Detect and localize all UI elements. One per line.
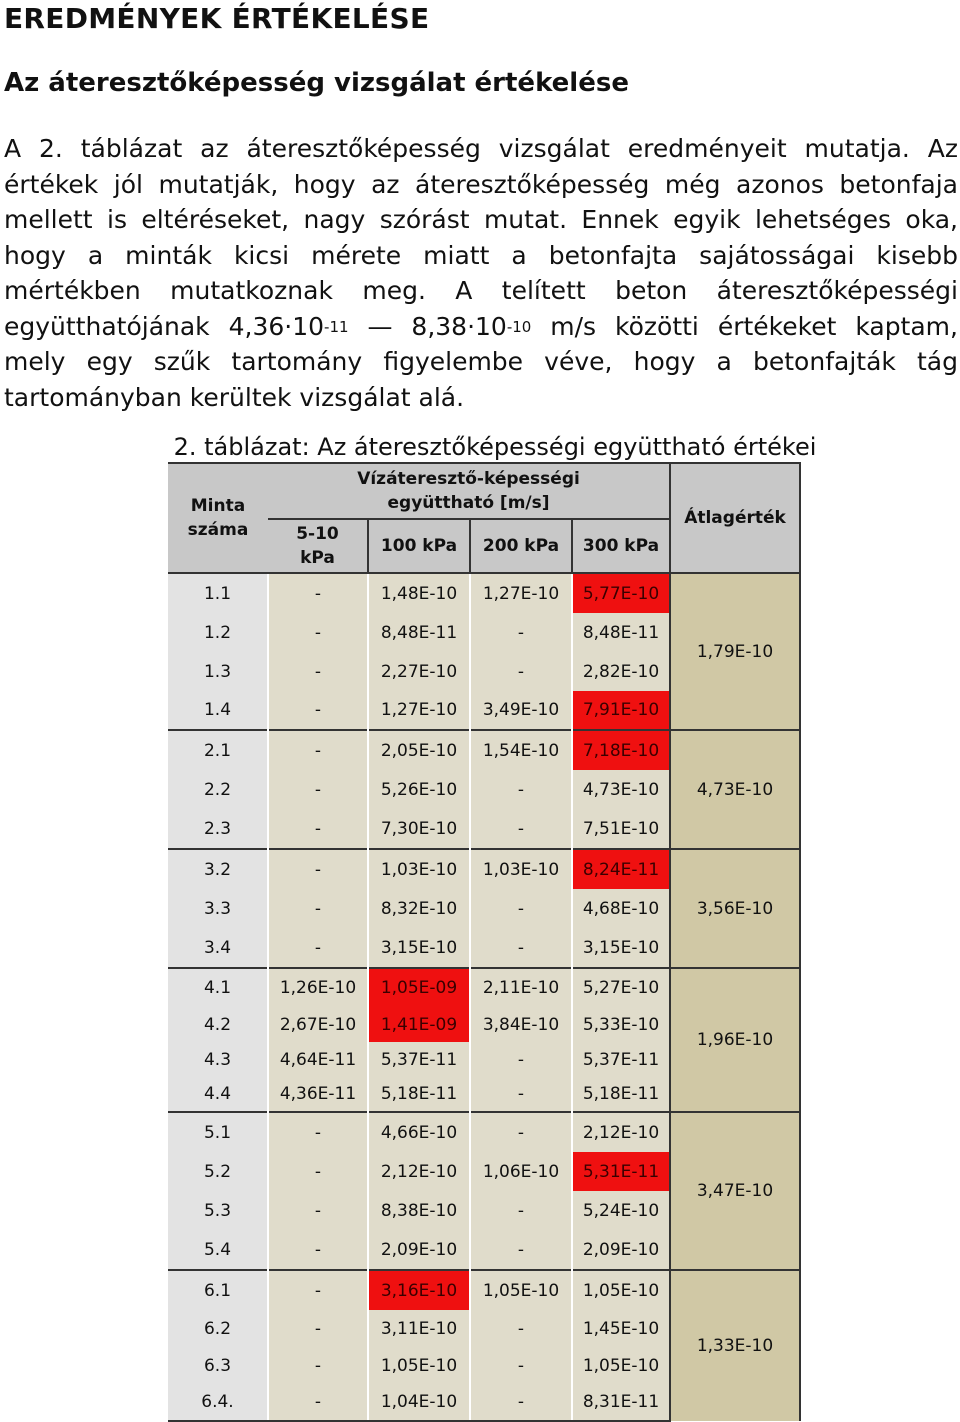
sample-id-cell: 1.4	[168, 691, 268, 730]
value-cell: 4,66E-10	[368, 1112, 470, 1152]
value-cell: 5,18E-11	[368, 1077, 470, 1112]
paragraph-line: tartományban kerültek vizsgálat alá.	[4, 383, 465, 412]
sample-id-cell: 5.3	[168, 1191, 268, 1231]
value-cell: 5,33E-10	[572, 1007, 670, 1042]
value-cell: 4,36E-11	[268, 1077, 368, 1112]
sample-id-cell: 3.4	[168, 928, 268, 968]
value-cell: 4,64E-11	[268, 1042, 368, 1077]
value-cell: 1,05E-10	[470, 1270, 572, 1310]
value-cell: 2,12E-10	[572, 1112, 670, 1152]
value-cell: 5,27E-10	[572, 968, 670, 1007]
sample-id-cell: 3.3	[168, 889, 268, 928]
value-cell: 3,11E-10	[368, 1310, 470, 1347]
value-cell: 1,04E-10	[368, 1384, 470, 1421]
sample-id-cell: 5.1	[168, 1112, 268, 1152]
value-cell: 1,05E-10	[572, 1270, 670, 1310]
value-cell: -	[470, 1231, 572, 1270]
value-cell: 5,26E-10	[368, 770, 470, 809]
value-cell: 3,15E-10	[368, 928, 470, 968]
header-average: Átlagérték	[670, 463, 800, 573]
value-cell-highlighted: 3,16E-10	[368, 1270, 470, 1310]
sample-id-cell: 6.1	[168, 1270, 268, 1310]
value-cell: -	[470, 1112, 572, 1152]
value-cell: -	[268, 1152, 368, 1191]
average-cell: 1,79E-10	[670, 573, 800, 730]
value-cell: -	[268, 1347, 368, 1384]
average-cell: 3,56E-10	[670, 849, 800, 968]
page-heading: EREDMÉNYEK ÉRTÉKELÉSE	[4, 2, 430, 35]
value-cell: -	[470, 1310, 572, 1347]
value-cell: 8,38E-10	[368, 1191, 470, 1231]
value-cell: -	[268, 1191, 368, 1231]
table-caption: 2. táblázat: Az áteresztőképességi együttható értékei	[173, 433, 817, 461]
value-cell: -	[268, 730, 368, 770]
value-cell: -	[470, 1384, 572, 1421]
formula-text: m/s közötti értékeket kaptam,	[531, 312, 958, 341]
value-cell-highlighted: 7,91E-10	[572, 691, 670, 730]
paragraph-line: A 2. táblázat az áteresztőképesség vizsgálat eredményeit mutatja. Az	[4, 134, 958, 163]
sample-id-cell: 6.3	[168, 1347, 268, 1384]
value-cell: 1,06E-10	[470, 1152, 572, 1191]
value-cell-highlighted: 7,18E-10	[572, 730, 670, 770]
paragraph-line-formula	[4, 309, 958, 345]
value-cell: -	[470, 652, 572, 691]
value-cell: 1,27E-10	[368, 691, 470, 730]
value-cell: -	[470, 889, 572, 928]
average-cell: 4,73E-10	[670, 730, 800, 849]
value-cell: 2,12E-10	[368, 1152, 470, 1191]
value-cell: 4,68E-10	[572, 889, 670, 928]
value-cell: 2,82E-10	[572, 652, 670, 691]
paragraph-line: mely egy szűk tartomány figyelembe véve, hogy a betonfajták tág	[4, 347, 958, 376]
value-cell: 5,37E-11	[368, 1042, 470, 1077]
sample-id-cell: 5.4	[168, 1231, 268, 1270]
header-pressure-100: 100 kPa	[368, 519, 470, 573]
value-cell: 4,73E-10	[572, 770, 670, 809]
value-cell: 1,03E-10	[368, 849, 470, 889]
table-row	[168, 968, 800, 1007]
value-cell: -	[268, 613, 368, 652]
value-cell: -	[268, 652, 368, 691]
sample-id-cell: 4.3	[168, 1042, 268, 1077]
value-cell: -	[470, 613, 572, 652]
paragraph-line: hogy a minták kicsi mérete miatt a betonfajta sajátosságai kisebb	[4, 241, 958, 270]
section-heading: Az áteresztőképesség vizsgálat értékelése	[4, 68, 629, 98]
value-cell: 8,48E-11	[368, 613, 470, 652]
average-cell: 3,47E-10	[670, 1112, 800, 1270]
sample-id-cell: 1.1	[168, 573, 268, 613]
value-cell: 3,49E-10	[470, 691, 572, 730]
table-row	[168, 849, 800, 889]
value-cell: -	[268, 889, 368, 928]
exponent: -10	[506, 318, 532, 336]
value-cell: -	[470, 928, 572, 968]
value-cell: -	[470, 809, 572, 849]
value-cell-highlighted: 8,24E-11	[572, 849, 670, 889]
header-permeability-coefficient: Vízáteresztő-képességi együttható [m/s]	[268, 463, 670, 519]
value-cell: -	[268, 849, 368, 889]
sample-id-cell: 4.2	[168, 1007, 268, 1042]
sample-id-cell: 4.4	[168, 1077, 268, 1112]
table-row	[168, 1270, 800, 1310]
value-cell: 7,51E-10	[572, 809, 670, 849]
average-cell: 1,33E-10	[670, 1270, 800, 1421]
sample-id-cell: 1.2	[168, 613, 268, 652]
value-cell: -	[470, 770, 572, 809]
value-cell: -	[470, 1347, 572, 1384]
paragraph-line: mellett is eltéréseket, nagy szórást mutat. Ennek egyik lehetséges oka,	[4, 205, 958, 234]
value-cell: 7,30E-10	[368, 809, 470, 849]
sample-id-cell: 1.3	[168, 652, 268, 691]
value-cell: 1,45E-10	[572, 1310, 670, 1347]
header-pressure-200: 200 kPa	[470, 519, 572, 573]
paragraph-line: mértékben mutatkoznak meg. A telített beton áteresztőképességi	[4, 276, 958, 305]
header-sample-number: Minta száma	[168, 463, 268, 573]
value-cell: 2,09E-10	[572, 1231, 670, 1270]
permeability-table	[168, 462, 801, 1422]
value-cell: 2,09E-10	[368, 1231, 470, 1270]
value-cell: 8,48E-11	[572, 613, 670, 652]
value-cell: -	[268, 770, 368, 809]
value-cell: -	[268, 691, 368, 730]
value-cell: 2,11E-10	[470, 968, 572, 1007]
value-cell-highlighted: 5,77E-10	[572, 573, 670, 613]
value-cell: 2,27E-10	[368, 652, 470, 691]
table-row	[168, 573, 800, 613]
paragraph-line: értékek jól mutatják, hogy az áteresztőképesség még azonos betonfaja	[4, 170, 958, 199]
sample-id-cell: 3.2	[168, 849, 268, 889]
sample-id-cell: 2.3	[168, 809, 268, 849]
value-cell: -	[268, 1310, 368, 1347]
exponent: -11	[324, 318, 349, 336]
value-cell: -	[268, 573, 368, 613]
value-cell: 2,67E-10	[268, 1007, 368, 1042]
value-cell: -	[268, 1231, 368, 1270]
value-cell: -	[268, 809, 368, 849]
header-pressure-300: 300 kPa	[572, 519, 670, 573]
value-cell: 8,32E-10	[368, 889, 470, 928]
formula-text: — 8,38·10	[348, 312, 507, 341]
value-cell: 5,24E-10	[572, 1191, 670, 1231]
value-cell: 1,03E-10	[470, 849, 572, 889]
value-cell: -	[268, 1384, 368, 1421]
value-cell: 8,31E-11	[572, 1384, 670, 1421]
value-cell: 1,48E-10	[368, 573, 470, 613]
value-cell: 3,84E-10	[470, 1007, 572, 1042]
value-cell: -	[268, 928, 368, 968]
sample-id-cell: 5.2	[168, 1152, 268, 1191]
header-pressure-5-10: 5-10 kPa	[268, 519, 368, 573]
sample-id-cell: 2.2	[168, 770, 268, 809]
average-cell: 1,96E-10	[670, 968, 800, 1112]
value-cell: 1,54E-10	[470, 730, 572, 770]
value-cell: 1,26E-10	[268, 968, 368, 1007]
table-body	[168, 573, 800, 1421]
value-cell: -	[470, 1042, 572, 1077]
value-cell-highlighted: 1,41E-09	[368, 1007, 470, 1042]
table-row	[168, 730, 800, 770]
value-cell: -	[268, 1270, 368, 1310]
value-cell: 1,05E-10	[368, 1347, 470, 1384]
value-cell: -	[470, 1077, 572, 1112]
table-row	[168, 1112, 800, 1152]
value-cell: 1,05E-10	[572, 1347, 670, 1384]
sample-id-cell: 2.1	[168, 730, 268, 770]
value-cell: 5,37E-11	[572, 1042, 670, 1077]
value-cell: 5,18E-11	[572, 1077, 670, 1112]
value-cell-highlighted: 1,05E-09	[368, 968, 470, 1007]
value-cell: 1,27E-10	[470, 573, 572, 613]
sample-id-cell: 6.2	[168, 1310, 268, 1347]
value-cell: 2,05E-10	[368, 730, 470, 770]
value-cell: -	[268, 1112, 368, 1152]
value-cell: -	[470, 1191, 572, 1231]
value-cell: 3,15E-10	[572, 928, 670, 968]
formula-text: együtthatójának 4,36·10	[4, 312, 325, 341]
sample-id-cell: 4.1	[168, 968, 268, 1007]
sample-id-cell: 6.4.	[168, 1384, 268, 1421]
value-cell-highlighted: 5,31E-11	[572, 1152, 670, 1191]
